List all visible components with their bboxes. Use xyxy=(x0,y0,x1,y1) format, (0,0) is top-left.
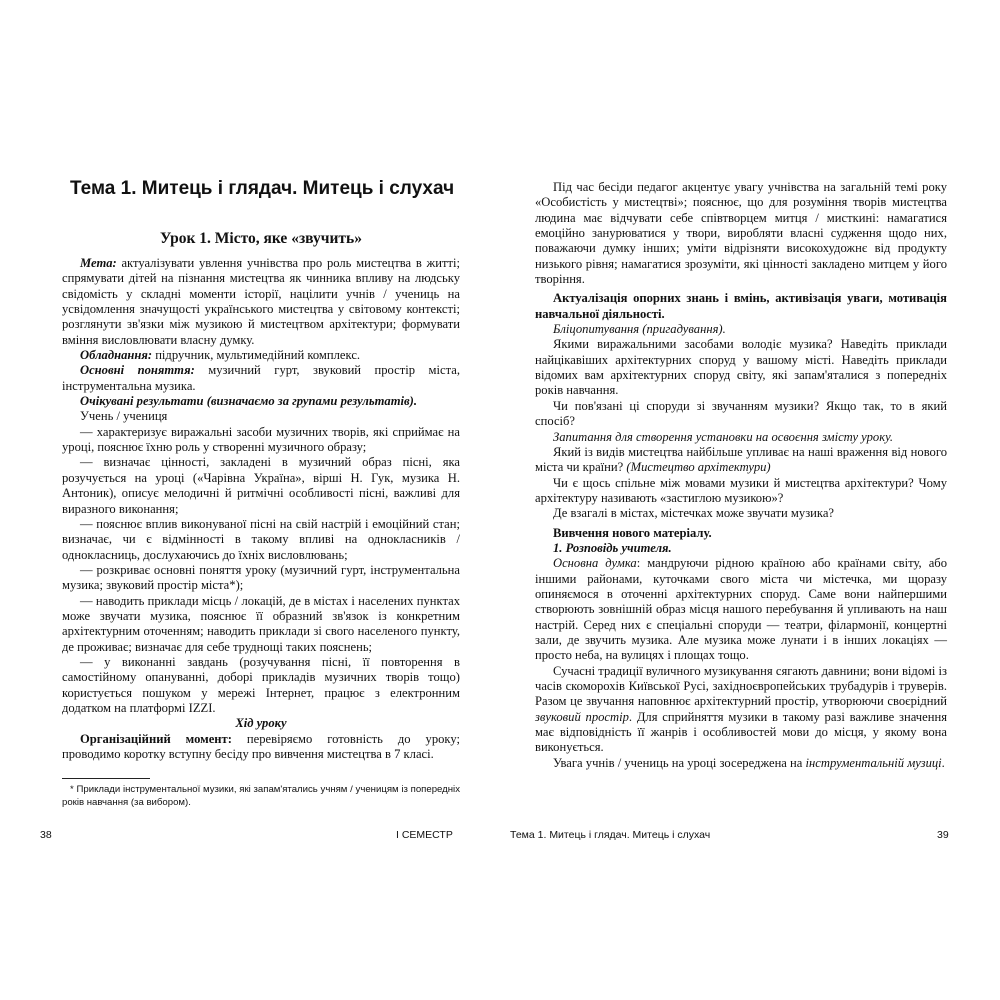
setup-question-answer: (Мистецтво архітектури) xyxy=(626,460,771,475)
new-material-heading: Вивчення нового матеріалу. xyxy=(553,525,712,540)
goal-label: Мета: xyxy=(80,256,117,270)
result-item: — характеризує виражальні засоби музичних творів, які сприймає на уроці, пояснює їхню роль у створенні музичного образу; xyxy=(62,424,460,455)
actualization-heading: Актуалізація опорних знань і вмінь, активізація уваги, мотивація навчальної діяльності. xyxy=(535,291,947,321)
right-text-column xyxy=(535,180,947,771)
lesson-title: Урок 1. Місто, яке «звучить» xyxy=(160,230,362,247)
setup-label: Запитання для створення установки на освоєння змісту уроку. xyxy=(553,429,894,444)
street-music-term: звуковий простір xyxy=(535,709,629,724)
attention-text: Увага учнів / учениць на уроці зосереджена на xyxy=(553,755,803,770)
result-item: — пояснює вплив виконуваної пісні на свій настрій і емоційний стан; визначає, чи є відмінності в такому впливі на однокласників / однокласниць, дослухаючись до їхніх висловлювань; xyxy=(62,516,460,562)
main-idea-label: Основна думка xyxy=(553,556,637,571)
topic-title: Тема 1. Митець і глядач. Митець і слухач xyxy=(70,178,455,199)
goal-paragraph xyxy=(62,256,460,348)
blitz-label: Бліцопитування (пригадування). xyxy=(553,322,726,337)
attention-paragraph xyxy=(535,756,947,771)
results-label: Очікувані результати (визначаємо за групами результатів). xyxy=(80,394,417,409)
left-text-column xyxy=(62,256,460,762)
goal-text: актуалізувати увлення учнівства про роль мистецтва в житті; спрямувати дітей на пізнання мистецтва як чинника впливу на людську свідомість у складні моменти історії, націлити учнів / учениць на усвідомлення значущості українського мистецтва у світовому контексті; розглянути зв'язки між музикою й мистецтвом архітектури; формувати вміння висловлювати власну думку. xyxy=(62,256,460,347)
equipment-text: підручник, мультимедійний комплекс. xyxy=(155,348,361,363)
footnote-separator xyxy=(62,778,150,779)
blitz-question: Якими виражальними засобами володіє музика? Наведіть приклади найцікавіших архітектурних споруд у вашому місті. Наведіть приклади відомих вам архітектурних споруд світу, які запам'яталися з попередніх років навчання. xyxy=(535,337,947,398)
setup-question xyxy=(535,445,947,476)
setup-question: Де взагалі в містах, містечках може звучати музика? xyxy=(553,506,835,521)
right-running-head: Тема 1. Митець і глядач. Митець і слухач xyxy=(510,829,711,841)
left-running-head: І СЕМЕСТР xyxy=(396,829,453,841)
org-paragraph xyxy=(62,732,460,763)
intro-paragraph: Під час бесіди педагог акцентує увагу учнівства на загальній темі року «Особистість у мистецтві»; пояснює, що для розуміння творів мистецтва людина має відчувати себе співтворцем митця / мисткині: намагатися емоційно занурюватися у твори, виробляти власні судження щодо них, поважаючи думку інших; уміти відрізняти високохудожнє від продукту низького рівня; намагатися зрозуміти, які цінності закладено митцем у його творіння. xyxy=(535,180,947,287)
attention-term: інструментальній музиці xyxy=(805,755,942,770)
result-item: — у виконанні завдань (розучування пісні, її повторення в самостійному опануванні, доборі прикладів музичних творів тощо) користується пошуком у мережі Інтернет, працює з електронним додатком на платформі IZZI. xyxy=(62,654,460,715)
course-heading: Хід уроку xyxy=(235,716,287,731)
equipment-label: Обладнання: xyxy=(80,348,153,363)
attention-text-end: . xyxy=(941,755,945,770)
setup-question: Чи є щось спільне між мовами музики й мистецтва архітектури? Чому архітектуру називають «застиглою музикою»? xyxy=(535,475,947,505)
story-heading: 1. Розповідь учителя. xyxy=(553,540,672,555)
footnote-text: * Приклади інструментальної музики, які запам'ятались учням / ученицям із попередніх років навчання (за вибором). xyxy=(62,784,460,808)
main-idea-text: : мандруючи рідною країною або країнами світу, або іншими районами, куточками свого міста чи містечка, ми щоразу опиняємося в оточенні архітектурних споруд. Саме вони найпершими створюють зовнішній образ місця нашого перебування й упливають на наш настрій. Серед них є спеціальні споруди — театри, філармонії, концертні зали, де звучить музика. Але музика може лунати і в інших локаціях — просто неба, на вулицях і площах тощо. xyxy=(535,556,948,663)
street-music-text: Сучасні традиції вуличного музикування сягають давнини; вони відомі із часів скоморохів Київської Русі, західноєвропейських трубадурів і труверів. Разом це звучання наповнює архітектурний простір, утворюючи своєрідний xyxy=(535,663,947,709)
equipment-paragraph xyxy=(62,348,460,363)
setup-question-text: Який із видів мистецтва найбільше упливає на наші враження від нового міста чи країни? xyxy=(535,444,947,475)
street-music-text-end: . Для сприйняття музики в такому разі важливе значення має відповідність її жанрів і особливостей мови до місця, у якому вона виконується. xyxy=(535,709,947,755)
student-label: Учень / учениця xyxy=(80,409,168,424)
result-item: — наводить приклади місць / локацій, де в містах і населених пунктах може звучати музика, пояснює її образний зв'язок із конкретним архітектурним оточенням; наводить приклади зі свого населеного пункту, де проживає; визначає для себе труднощі таких пояснень; xyxy=(62,593,460,654)
org-label: Організаційний момент: xyxy=(80,731,232,746)
street-music-paragraph xyxy=(535,664,947,756)
blitz-question: Чи пов'язані ці споруди зі звучанням музики? Якщо так, то в який спосіб? xyxy=(535,398,947,429)
result-item: — розкриває основні поняття уроку (музичний гурт, інструментальна музика; звуковий простір міста*); xyxy=(62,562,460,593)
footnote xyxy=(62,783,460,809)
left-page-number: 38 xyxy=(40,829,52,841)
concepts-label: Основні поняття: xyxy=(80,363,195,378)
org-text: перевіряємо готовність до уроку; проводимо коротку вступну бесіду про вивчення мистецтва в 7 класі. xyxy=(62,731,460,761)
concepts-text: музичний гурт, звуковий простір міста, інструментальна музика. xyxy=(62,363,460,393)
concepts-paragraph xyxy=(62,363,460,394)
right-page xyxy=(500,0,1000,1000)
main-idea-paragraph xyxy=(535,556,947,663)
result-item: — визначає цінності, закладені в музичний образ пісні, яка розучується на уроці («Чарівна Україна», вірші Н. Гук, музика Н. Антоник), описує мелодичні й ритмічні особливості пісні, важливі для виразного виконання; xyxy=(62,455,460,516)
right-page-number: 39 xyxy=(937,829,949,841)
